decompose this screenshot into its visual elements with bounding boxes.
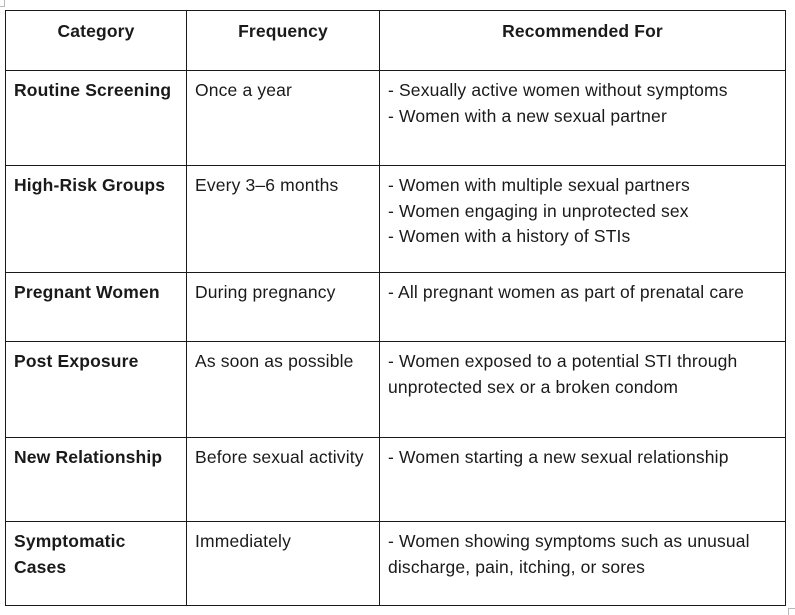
row-category: Pregnant Women (6, 273, 187, 342)
row-recommended-for (380, 342, 786, 438)
row-frequency: During pregnancy (187, 273, 380, 342)
row-recommended-for (380, 438, 786, 522)
recommended-line: - Sexually active women without symptoms (388, 80, 728, 100)
row-frequency: As soon as possible (187, 342, 380, 438)
recommended-line: - Women showing symptoms such as unusual discharge, pain, itching, or sores (388, 531, 750, 577)
recommended-line: - Women with multiple sexual partners (388, 175, 690, 195)
row-recommended-for (380, 71, 786, 166)
recommended-line: - Women with a history of STIs (388, 226, 631, 246)
page-corner-mark-top-left (0, 0, 5, 7)
header-frequency: Frequency (187, 11, 380, 71)
header-category: Category (6, 11, 187, 71)
recommended-line: - Women with a new sexual partner (388, 105, 667, 126)
page-corner-mark-bottom-right (788, 608, 795, 615)
row-recommended-for (380, 522, 786, 606)
row-category: Symptomatic Cases (6, 522, 187, 606)
row-category: New Relationship (6, 438, 187, 522)
row-recommended-for (380, 273, 786, 342)
recommended-line: - All pregnant women as part of prenatal care (388, 282, 744, 302)
table-row (6, 438, 786, 522)
row-frequency: Once a year (187, 71, 380, 166)
table-row (6, 342, 786, 438)
table-row (6, 273, 786, 342)
row-frequency: Immediately (187, 522, 380, 606)
recommended-line: - Women exposed to a potential STI through unprotected sex or a broken condom (388, 351, 738, 397)
table-row (6, 166, 786, 273)
row-category: Routine Screening (6, 71, 187, 166)
sti-screening-table (5, 10, 786, 606)
recommended-line: - Women starting a new sexual relationship (388, 447, 729, 467)
row-frequency: Before sexual activity (187, 438, 380, 522)
recommended-line: - Women engaging in unprotected sex (388, 200, 689, 221)
table-row (6, 522, 786, 606)
table-header-row (6, 11, 786, 71)
row-category: Post Exposure (6, 342, 187, 438)
row-category: High-Risk Groups (6, 166, 187, 273)
table-row (6, 71, 786, 166)
row-frequency: Every 3–6 months (187, 166, 380, 273)
row-recommended-for (380, 166, 786, 273)
header-recommended-for: Recommended For (380, 11, 786, 71)
